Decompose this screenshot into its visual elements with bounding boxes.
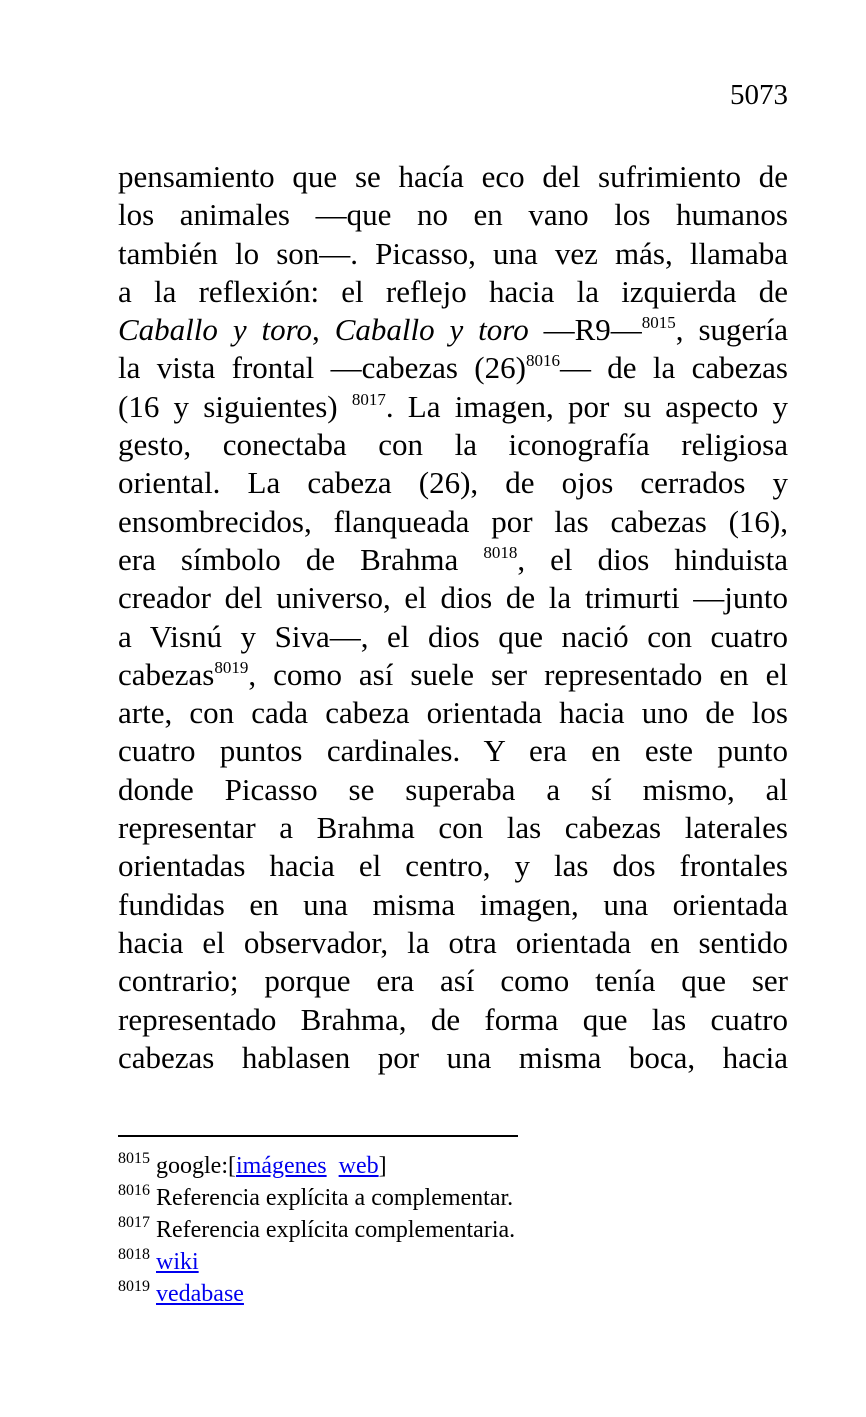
footnote-number: 8015 xyxy=(118,1150,150,1167)
footnote-ref-8017: 8017 xyxy=(351,389,386,409)
text-line: a la reflexión: el reflejo hacia la izquierda de xyxy=(118,273,788,309)
text-line: orientadas hacia el centro, y las dos frontales xyxy=(118,848,788,884)
text-line: ensombrecidos, flanqueada por las cabezas (16), xyxy=(118,503,788,539)
text-fragment: , sugería xyxy=(675,312,788,348)
footnote-text: Referencia explícita complementaria. xyxy=(156,1217,516,1243)
text-fragment: era símbolo de Brahma xyxy=(118,541,484,577)
images-link[interactable]: imágenes xyxy=(235,1153,327,1179)
text-line: gesto, conectaba con la iconografía religiosa xyxy=(118,427,788,463)
body-paragraph xyxy=(118,158,788,1077)
footnote-8017 xyxy=(118,1214,788,1246)
vedabase-link[interactable]: vedabase xyxy=(156,1281,244,1307)
footnote-text: google:[ xyxy=(156,1153,236,1179)
footnotes xyxy=(118,1150,788,1310)
text-line: a Visnú y Siva—, el dios que nació con cuatro xyxy=(118,618,788,654)
footnote-number: 8016 xyxy=(118,1182,150,1199)
footnote-ref-8018: 8018 xyxy=(483,542,518,562)
text-line xyxy=(118,541,788,579)
footnote-text: Referencia explícita a complementar. xyxy=(156,1185,514,1211)
text-fragment: — de la cabezas xyxy=(559,350,788,386)
footnote-ref-8016: 8016 xyxy=(525,351,560,371)
footnote-number: 8019 xyxy=(118,1278,150,1295)
web-link[interactable]: web xyxy=(338,1153,379,1179)
text-line: pensamiento que se hacía eco del sufrimiento de xyxy=(118,159,788,194)
text-fragment: , como así suele ser representado en el xyxy=(248,656,788,692)
text-line: contrario; porque era así como tenía que ser xyxy=(118,963,788,999)
text-fragment: , el dios hinduista xyxy=(517,541,788,577)
footnote-divider xyxy=(118,1135,518,1137)
footnote-8016 xyxy=(118,1182,788,1214)
text-line xyxy=(118,349,788,387)
text-line xyxy=(118,311,788,349)
footnote-ref-8019: 8019 xyxy=(214,657,249,677)
text-line: también lo son—. Picasso, una vez más, llamaba xyxy=(118,235,788,271)
text-line: fundidas en una misma imagen, una orientada xyxy=(118,886,788,922)
text-line: creador del universo, el dios de la trimurti —junto xyxy=(118,580,788,616)
footnote-8015 xyxy=(118,1150,788,1182)
footnote-ref-8015: 8015 xyxy=(641,313,676,333)
text-line: hacia el observador, la otra orientada en sentido xyxy=(118,924,788,960)
text-line: cabezas hablasen por una misma boca, hacia xyxy=(118,1039,788,1075)
footnote-8019 xyxy=(118,1278,788,1310)
text-fragment: —R9— xyxy=(528,312,642,348)
footnote-text: ] xyxy=(378,1153,387,1179)
text-fragment: (16 y siguientes) xyxy=(118,388,352,424)
text-fragment: . La imagen, por su aspecto y xyxy=(385,388,788,424)
text-line: arte, con cada cabeza orientada hacia uno de los xyxy=(118,695,788,731)
text-line: donde Picasso se superaba a sí mismo, al xyxy=(118,771,788,807)
text-line: oriental. La cabeza (26), de ojos cerrados y xyxy=(118,465,788,501)
artwork-title: Caballo y toro xyxy=(118,312,313,348)
text-line xyxy=(118,656,788,694)
text-line xyxy=(118,388,788,426)
text-line: representado Brahma, de forma que las cuatro xyxy=(118,1001,788,1037)
text-fragment: , xyxy=(312,312,335,348)
text-line: cuatro puntos cardinales. Y era en este punto xyxy=(118,733,788,769)
footnote-8018 xyxy=(118,1246,788,1278)
wiki-link[interactable]: wiki xyxy=(156,1249,199,1275)
page-number: 5073 xyxy=(730,79,788,111)
text-fragment: la vista frontal —cabezas (26) xyxy=(118,350,526,386)
artwork-title: Caballo y toro xyxy=(334,312,529,348)
footnote-number: 8017 xyxy=(118,1214,150,1231)
footnote-number: 8018 xyxy=(118,1246,150,1263)
text-line: representar a Brahma con las cabezas laterales xyxy=(118,810,788,846)
text-fragment: cabezas xyxy=(118,656,215,692)
text-line: los animales —que no en vano los humanos xyxy=(118,197,788,233)
